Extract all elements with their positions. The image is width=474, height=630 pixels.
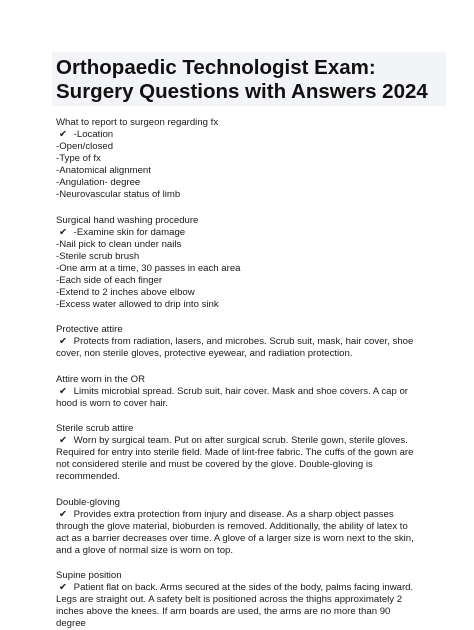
question-heading: Sterile scrub attire [56, 423, 134, 434]
qa-section-or-attire [56, 374, 434, 410]
list-item: -Type of fx [56, 153, 101, 164]
document-body [56, 117, 434, 630]
question-heading: Surgical hand washing procedure [56, 214, 199, 226]
check-mark-icon: ✔ [59, 582, 68, 593]
question-heading: Double-gloving [56, 496, 120, 508]
check-mark-icon: ✔ [59, 129, 68, 140]
page-title-line-2: Surgery Questions with Answers 2024 [56, 80, 428, 103]
question-heading: Supine position [56, 570, 122, 581]
qa-section-protective-attire [56, 324, 434, 360]
check-mark-icon: ✔ [59, 508, 68, 520]
check-mark-icon: ✔ [59, 385, 68, 397]
list-item: -Neurovascular status of limb [56, 189, 181, 200]
answer-text: ✔ Worn by surgical team. Put on after surgical scrub. Sterile gown, sterile gloves. Required for entry into sterile field. Made of lint-free fabric. The cuffs of the gown are not considered sterile and must be covered by the glove. Double-gloving is recommended. [56, 435, 414, 482]
question-heading: Protective attire [56, 324, 123, 335]
list-item: -One arm at a time, 30 passes in each area [56, 262, 241, 274]
list-item: -Nail pick to clean under nails [56, 238, 182, 250]
check-mark-icon: ✔ [59, 336, 68, 347]
answer-text: ✔ Protects from radiation, lasers, and microbes. Scrub suit, mask, hair cover, shoe cover, non sterile gloves, protective eyewear, and radiation protection. [56, 336, 414, 359]
title-block [52, 52, 446, 106]
list-item: -Anatomical alignment [56, 165, 151, 176]
check-mark-icon: ✔ [59, 435, 68, 446]
answer-text: ✔ Limits microbial spread. Scrub suit, hair cover. Mask and shoe covers. A cap or hood is worn to cover hair. [56, 385, 408, 409]
list-item: -Excess water allowed to drip into sink [56, 298, 219, 310]
list-item: -Open/closed [56, 141, 114, 152]
qa-section-double-gloving [56, 497, 434, 557]
qa-section-fx-report [56, 117, 434, 201]
list-item: -Sterile scrub brush [56, 250, 140, 262]
question-heading: What to report to surgeon regarding fx [56, 117, 219, 128]
page-title-line-1: Orthopaedic Technologist Exam: [56, 56, 376, 79]
list-item: -Each side of each finger [56, 274, 163, 286]
answer-text: ✔ Patient flat on back. Arms secured at the sides of the body, palms facing inward. Legs are straight out. A safety belt is positioned across the thighs approximately 2 inches above the knees. If arm boards are used, the arms are no more than 90 degree [56, 582, 414, 629]
answer-text: ✔ Provides extra protection from injury and disease. As a sharp object passes through the glove material, bioburden is removed. Additionally, the ability of latex to act as a barrier decreases over time. A glove of a larger size is worn next to the skin, and a glove of normal size is worn on top. [56, 508, 414, 556]
qa-section-hand-washing [56, 215, 434, 311]
check-mark-icon: ✔ [59, 226, 68, 238]
question-heading: Attire worn in the OR [56, 373, 146, 385]
list-item: ✔ -Location [56, 129, 434, 141]
qa-section-sterile-scrub [56, 423, 434, 483]
qa-section-supine-position [56, 570, 434, 630]
list-item: -Angulation- degree [56, 177, 141, 188]
list-item: -Extend to 2 inches above elbow [56, 286, 195, 298]
list-item: ✔ -Examine skin for damage [56, 227, 434, 239]
